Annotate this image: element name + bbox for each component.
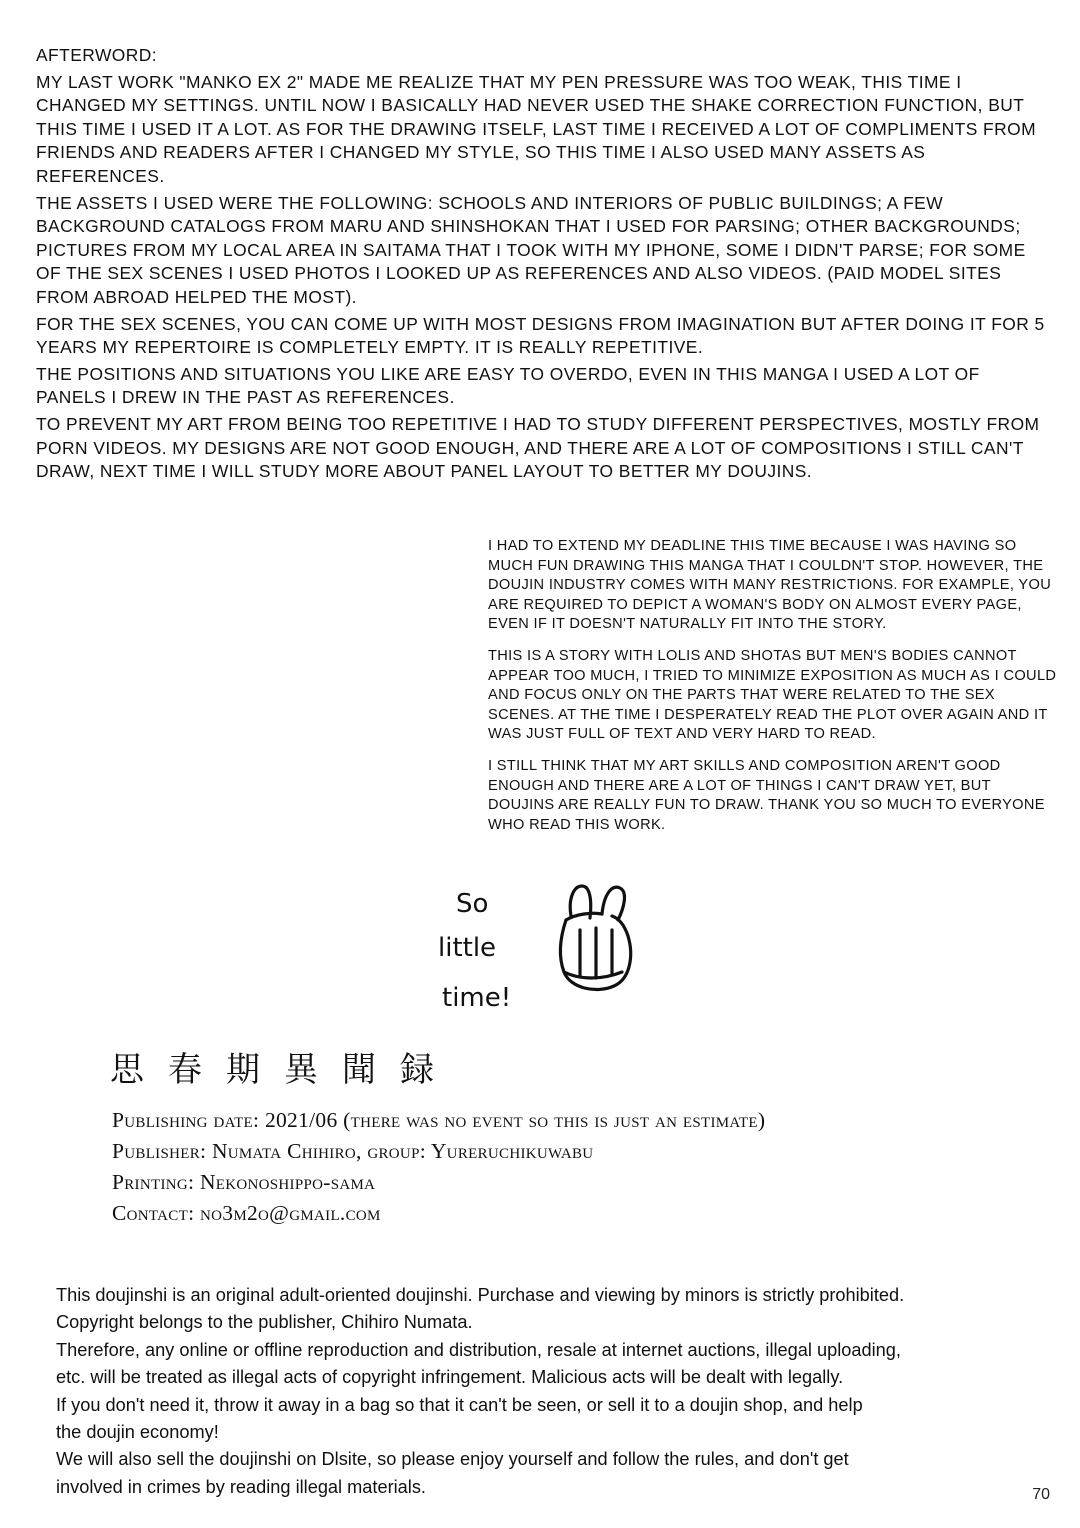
- afterword-heading: AFTERWORD:: [36, 45, 158, 65]
- logo-glyph-5: 聞: [342, 1050, 376, 1090]
- colophon-contact: Contact: no3m2o@gmail.com: [112, 1201, 381, 1225]
- afterword-paragraph-5: TO PREVENT MY ART FROM BEING TOO REPETITIVE I HAD TO STUDY DIFFERENT PERSPECTIVES, MOSTLY FROM PORN VIDEOS. MY DESIGNS ARE NOT GOOD ENOUGH, AND THERE ARE A LOT OF COMPOSITIONS I STILL CAN'T DRAW, NEXT TIME I WILL STUDY MORE ABOUT PANEL LAYOUT TO BETTER MY DOUJINS.: [36, 413, 1040, 482]
- handwritten-doodle: [430, 880, 680, 1045]
- logo-glyph-1: 思: [110, 1050, 144, 1090]
- side-note-paragraph-3: I STILL THINK THAT MY ART SKILLS AND COMPOSITION AREN'T GOOD ENOUGH AND THERE ARE A LOT OF THINGS I CAN'T DRAW YET, BUT DOUJINS ARE REALLY FUN TO DRAW. THANK YOU SO MUCH TO EVERYONE WHO READ THIS WORK.: [488, 757, 1045, 833]
- colophon-publisher: Publisher: Numata Chihiro, group: Yureruchikuwabu: [112, 1139, 594, 1163]
- logo-glyph-3: 期: [226, 1050, 260, 1090]
- afterword-paragraph-2: THE ASSETS I USED WERE THE FOLLOWING: SCHOOLS AND INTERIORS OF PUBLIC BUILDINGS; A FEW BACKGROUND CATALOGS FROM MARU AND SHINSHOKAN THAT I USED FOR PARSING; OTHER BACKGROUNDS; PICTURES FROM MY LOCAL AREA IN SAITAMA THAT I TOOK WITH MY IPHONE, SOME I DIDN'T PARSE; FOR SOME OF THE SEX SCENES I USED PHOTOS I LOOKED UP AS REFERENCES AND ALSO VIDEOS. (PAID MODEL SITES FROM ABROAD HELPED THE MOST).: [36, 192, 1026, 307]
- doodle-line-3: time!: [442, 983, 512, 1013]
- legal-notice: [56, 1282, 1048, 1501]
- legal-line-6: the doujin economy!: [56, 1422, 219, 1443]
- legal-line-5: If you don't need it, throw it away in a bag so that it can't be seen, or sell it to a doujin shop, and help: [56, 1394, 863, 1415]
- doodle-line-2: little: [438, 933, 497, 963]
- legal-line-2: Copyright belongs to the publisher, Chihiro Numata.: [56, 1312, 473, 1333]
- colophon-details: [112, 1106, 1012, 1230]
- colophon-printing: Printing: Nekonoshippo-sama: [112, 1170, 376, 1194]
- afterword-section: [36, 44, 1050, 487]
- hourglass-doodle-icon: [530, 880, 670, 1020]
- logo-glyph-6: 録: [400, 1050, 434, 1090]
- afterword-paragraph-3: FOR THE SEX SCENES, YOU CAN COME UP WITH MOST DESIGNS FROM IMAGINATION BUT AFTER DOING IT FOR 5 YEARS MY REPERTOIRE IS COMPLETELY EMPTY. IT IS REALLY REPETITIVE.: [36, 313, 1045, 358]
- colophon-logo: [110, 1048, 440, 1100]
- logo-glyph-2: 春: [168, 1050, 202, 1090]
- afterword-paragraph-4: THE POSITIONS AND SITUATIONS YOU LIKE ARE EASY TO OVERDO, EVEN IN THIS MANGA I USED A LOT OF PANELS I DREW IN THE PAST AS REFERENCES.: [36, 363, 980, 408]
- page-number: 70: [1032, 1486, 1050, 1503]
- side-note-paragraph-1: I HAD TO EXTEND MY DEADLINE THIS TIME BECAUSE I WAS HAVING SO MUCH FUN DRAWING THIS MANGA THAT I COULDN'T STOP. HOWEVER, THE DOUJIN INDUSTRY COMES WITH MANY RESTRICTIONS. FOR EXAMPLE, YOU ARE REQUIRED TO DEPICT A WOMAN'S BODY ON ALMOST EVERY PAGE, EVEN IF IT DOESN'T NATURALLY FIT INTO THE STORY.: [488, 538, 1052, 633]
- side-note-paragraph-2: THIS IS A STORY WITH LOLIS AND SHOTAS BUT MEN'S BODIES CANNOT APPEAR TOO MUCH, I TRIED TO MINIMIZE EXPOSITION AS MUCH AS I COULD AND FOCUS ONLY ON THE PARTS THAT WERE RELATED TO THE SEX SCENES. AT THE TIME I DESPERATELY READ THE PLOT OVER AGAIN AND IT WAS JUST FULL OF TEXT AND VERY HARD TO READ.: [488, 647, 1057, 743]
- legal-line-1: This doujinshi is an original adult-oriented doujinshi. Purchase and viewing by minors is strictly prohibited.: [56, 1285, 905, 1305]
- doodle-line-1: So: [456, 889, 489, 919]
- colophon-publishing-date: Publishing date: 2021/06 (there was no event so this is just an estimate): [112, 1108, 766, 1132]
- legal-line-3: Therefore, any online or offline reproduction and distribution, resale at internet auctions, illegal uploading,: [56, 1339, 901, 1360]
- afterword-paragraph-1: MY LAST WORK "MANKO EX 2" MADE ME REALIZE THAT MY PEN PRESSURE WAS TOO WEAK, THIS TIME I CHANGED MY SETTINGS. UNTIL NOW I BASICALLY HAD NEVER USED THE SHAKE CORRECTION FUNCTION, BUT THIS TIME I USED IT A LOT. AS FOR THE DRAWING ITSELF, LAST TIME I RECEIVED A LOT OF COMPLIMENTS FROM FRIENDS AND READERS AFTER I CHANGED MY STYLE, SO THIS TIME I ALSO USED MANY ASSETS AS REFERENCES.: [36, 71, 1037, 186]
- legal-line-7: We will also sell the doujinshi on Dlsite, so please enjoy yourself and follow the rules, and don't get: [56, 1449, 849, 1470]
- legal-line-4: etc. will be treated as illegal acts of copyright infringement. Malicious acts will be dealt with legally.: [56, 1367, 844, 1388]
- logo-glyph-4: 異: [284, 1050, 318, 1090]
- side-notes-section: [488, 537, 1058, 835]
- legal-line-8: involved in crimes by reading illegal materials.: [56, 1476, 426, 1497]
